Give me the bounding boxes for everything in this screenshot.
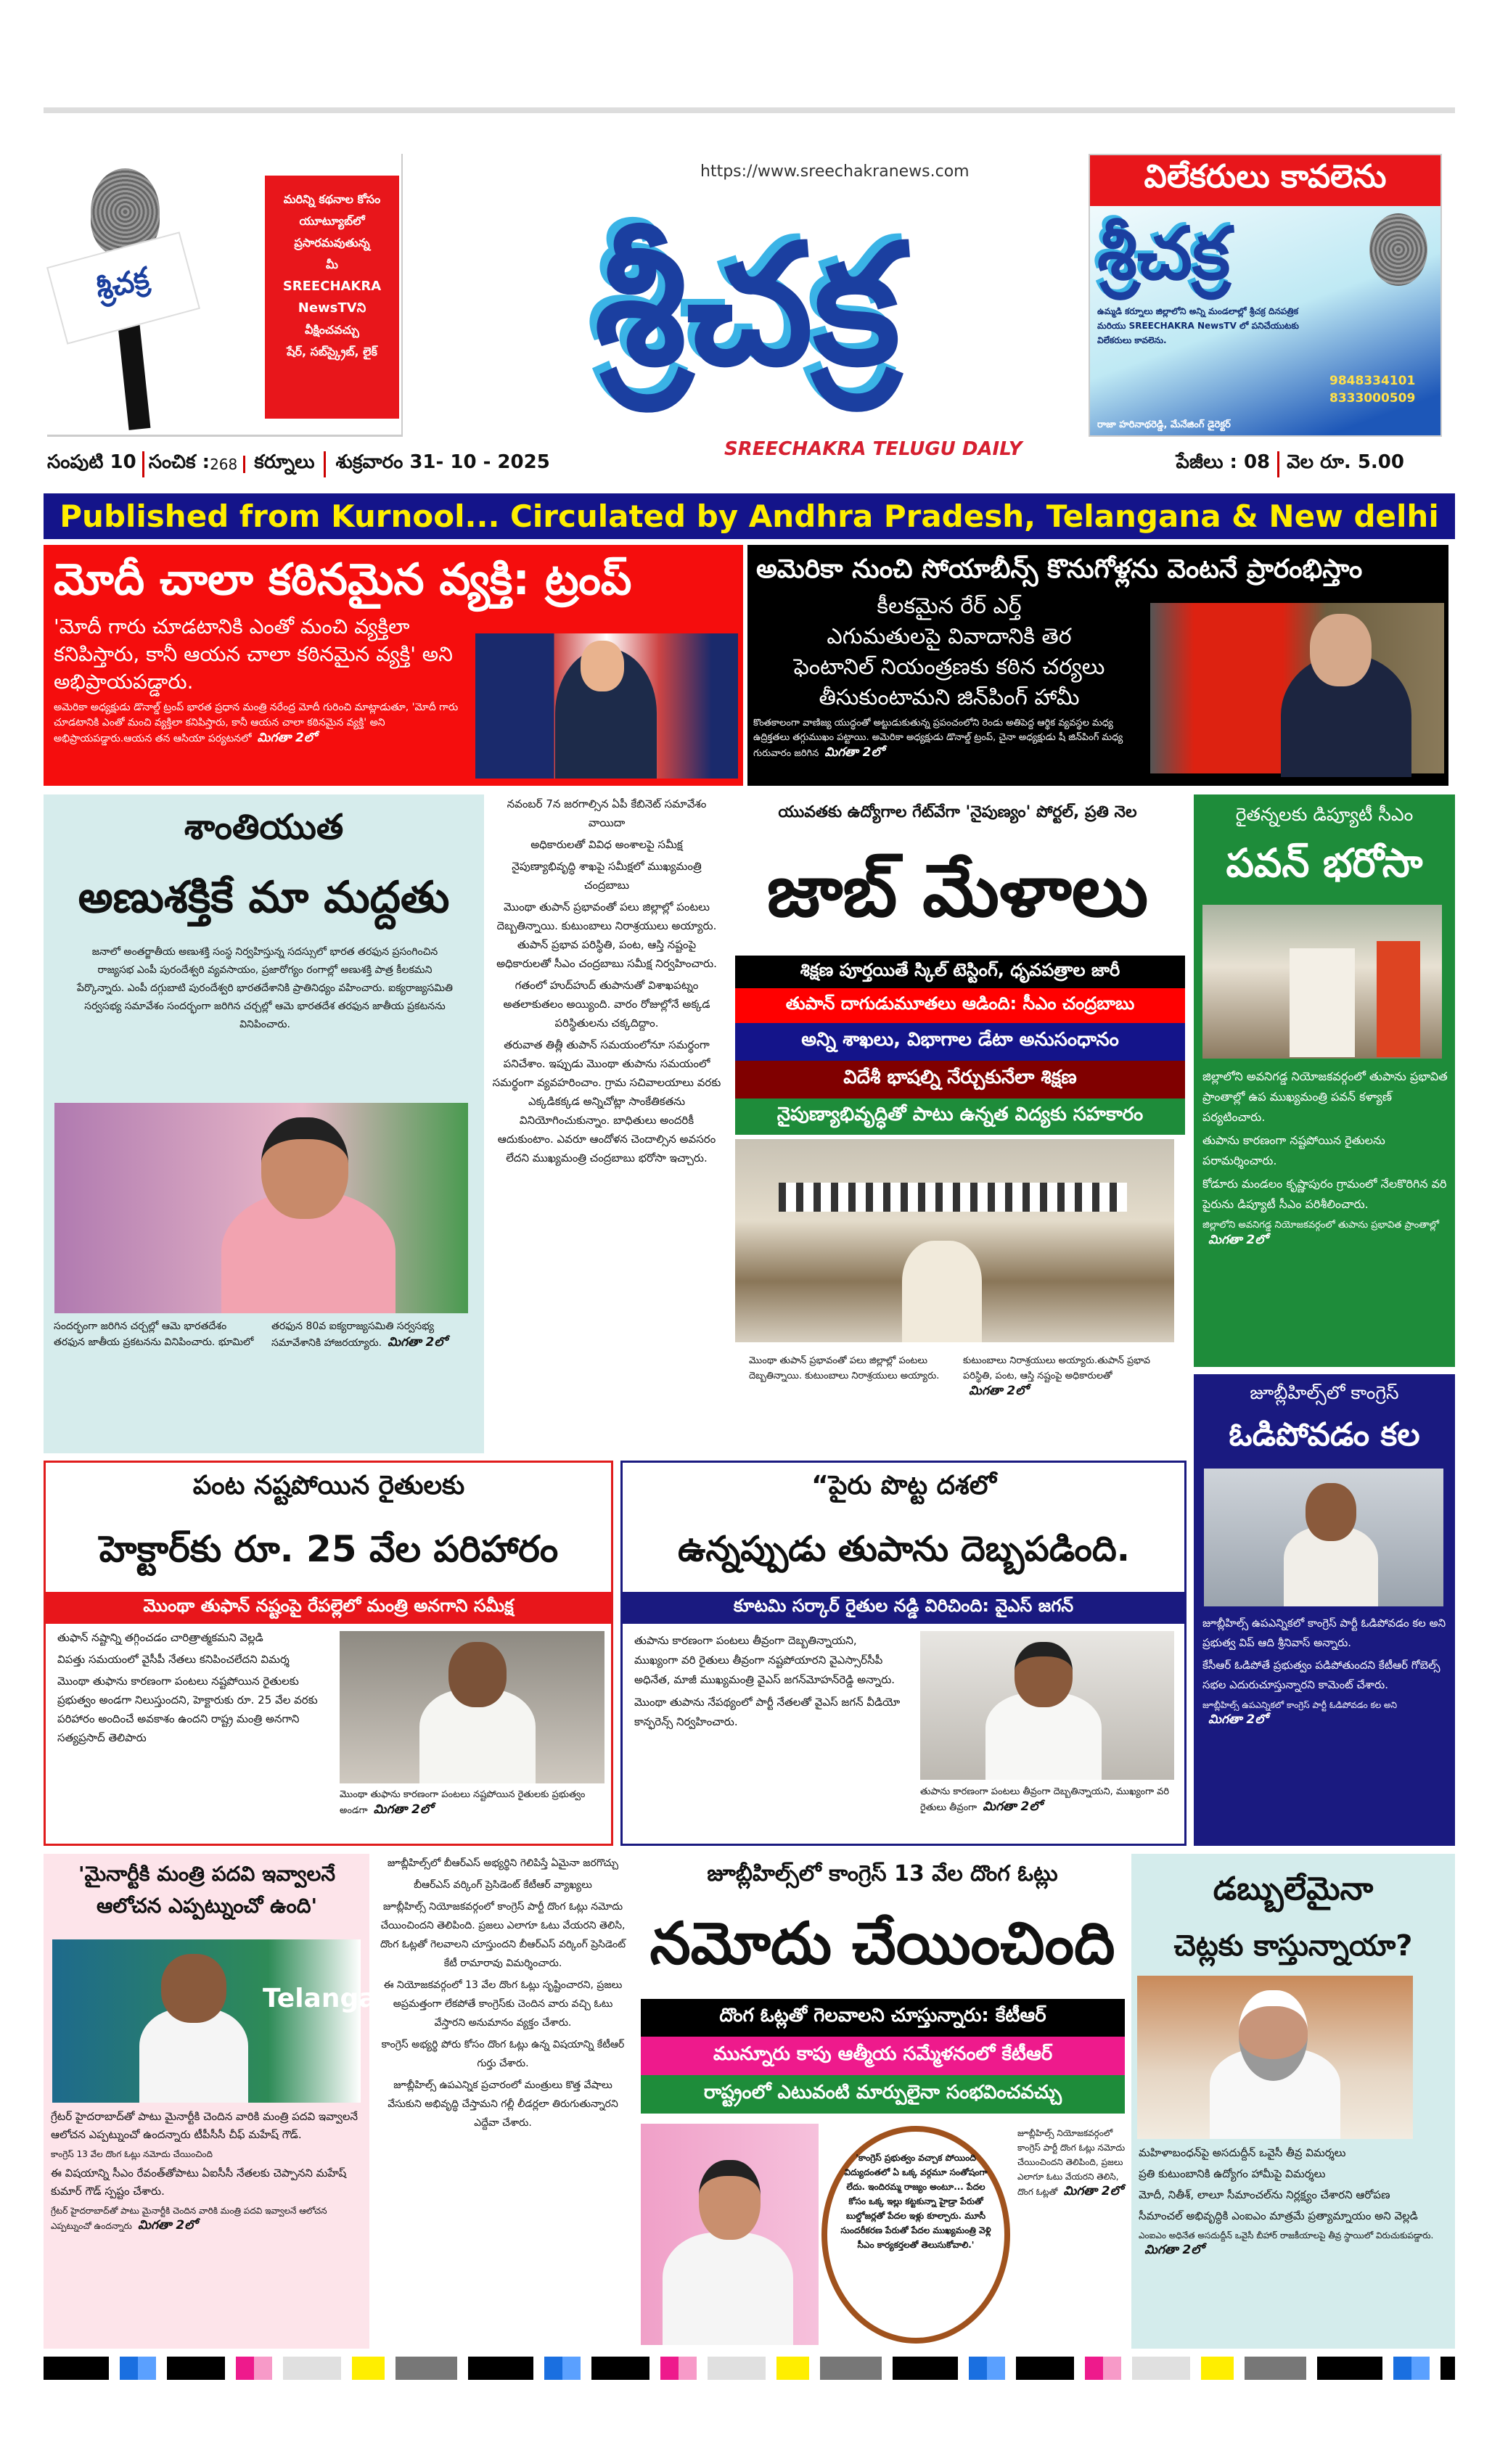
continued-label: మిగతా 2లో <box>1208 1712 1268 1727</box>
caption: తుపాను కారణంగా పంటలు తీవ్రంగా దెబ్బతిన్నాయని, ముఖ్యంగా వరి రైతులు తీవ్రంగా <box>920 1786 1170 1813</box>
body-text: విపత్తు సమయంలో వైసీపీ నేతలు కనిపించలేదని విమర్శ <box>57 1653 290 1666</box>
quote-circle: 'కాంగ్రెస్ ప్రభుత్వం వచ్చాక పోయింది విద్యుదంతలో ఏ ఒక్క వర్గమూ సంతోషంగా లేదు. ఇందిరమ్మ రాజ్యం అంటూ... పేదల కోసం ఒక్క ఇల్లు కట్టకున్నా హైడ్రా పేరుతో బుల్డోజర్లతో పేదల ఇళ్లు కూల్చారు. మూసీ సుందరీకరణ పేరుతో పేదల ముఖ్యమంత్రి వెళ్లి సీఎం కార్యకర్తలతో తెలుసుకోవాలి.' <box>821 2126 1010 2344</box>
left-ad <box>47 154 403 437</box>
jagan-story <box>620 1461 1187 1846</box>
top-rule <box>44 107 1455 113</box>
continued-label: మిగతా 2లో <box>1208 1233 1268 1247</box>
bullet: జూబ్లీహిల్స్ ఉపఎన్నికలో కాంగ్రెస్ పార్టీ ఓడిపోవడం కల అని ప్రభుత్వ విప్ ఆది శ్రీనివాస్ అన్నారు. <box>1202 1617 1446 1649</box>
headline: ఓడిపోవడం కల <box>1229 1416 1420 1453</box>
body-text: నవంబర్ 7న జరగాల్సిన ఏపీ కేబినెట్ సమావేశం వాయిదా <box>507 797 707 829</box>
body-text: తుఫాన్ నష్టాన్ని తగ్గించడం చారిత్రాత్మకమని వెల్లడి <box>57 1631 263 1644</box>
ad-line: మరిన్ని కథనాల కోసం <box>283 192 381 206</box>
body-text: జూబ్లీహిల్స్ నియోజకవర్గంలో కాంగ్రెస్ పార్టీ దొంగ ఓట్లు నమోదు చేయించిందని తెలిపింది. ప్రజలు ఎలాగూ ఓటు వేయరని తెలిసి, దొంగ ఓట్లతో గెలవాలని చూస్తుందని బీఆర్ఎస్ వర్కింగ్ ప్రెసిడెంట్ కేటీ రామారావు విమర్శించారు. <box>380 1901 626 1969</box>
page-count: పేజీలు : 08 <box>1176 451 1280 477</box>
kicker: జూబ్లీహిల్స్‌లో కాంగ్రెస్ <box>1250 1382 1399 1403</box>
strip: మున్నూరు కాపు ఆత్మీయ సమ్మేళనంలో కేటీఆర్ <box>641 2037 1125 2075</box>
mic-flag-label: శ్రీచక్ర <box>46 231 200 344</box>
headline: నమోదు చేయించింది <box>649 1910 1115 1977</box>
volume: సంపుటి 10 <box>47 451 144 477</box>
story-text <box>753 591 1145 761</box>
body-text: ఈ నియోజకవర్గంలో 13 వేల దొంగ ఓట్లు సృష్టించారని, ప్రజలు అప్రమత్తంగా లేకపోతే కాంగ్రెస్‌కు చెందిన వారు వచ్చి ఓటు వేస్తారని అనుమానం వ్యక్తం చేశారు. <box>383 1979 623 2029</box>
continued-label: మిగతా 2లో <box>1063 2184 1123 2198</box>
body-text: బీఆర్ఎస్ వర్కింగ్ ప్రెసిడెంట్ కేటీఆర్ వ్యాఖ్యలు <box>414 1879 592 1891</box>
fake-votes-story <box>636 1854 1128 2349</box>
headline: జాబ్ మేళాలు <box>766 848 1149 933</box>
story-caption <box>54 1318 475 1351</box>
cm-review-column <box>490 794 724 1447</box>
bullet: తుపాను కారణంగా నష్టపోయిన రైతులను పరామర్శించారు. <box>1202 1133 1385 1167</box>
bullet: కోడూరు మండలం కృష్ణాపురం గ్రామంలో నేలకొరిగిన వరి పైరును డిప్యూటీ సీఎం పరిశీలించారు. <box>1202 1177 1447 1211</box>
bullet: ఈ విషయాన్ని సీఎం రేవంత్‌తోపాటు ఏఐసీసీ నేతలకు చెప్పానని మహేష్ కుమార్ గౌడ్ స్పష్టం చేశారు. <box>51 2167 347 2198</box>
tagline: SREECHAKRA TELUGU DAILY <box>724 438 1022 460</box>
website-url[interactable]: https://www.sreechakranews.com <box>700 163 970 181</box>
minority-minister-story <box>44 1854 413 2349</box>
strip: నైపుణ్యాభివృద్ధితో పాటు ఉన్నత విద్యకు సహకారం <box>735 1098 1185 1135</box>
bullet: మహిళాబంధన్‌పై అసదుద్దీన్ ఒవైసీ తీవ్ర విమర్శలు <box>1139 2146 1346 2159</box>
caption-text: సందర్భంగా జరిగిన చర్చల్లో ఆమె భారతదేశం తరఫున జాతీయ ప్రకటనను వినిపించారు. భూమిలో తరఫున 80వ ఐక్యరాజ్యసమితి సర్వసభ్య సమావేశానికి హాజరయ్యారు. <box>54 1321 435 1349</box>
caption: మొంథా తుఫాను కారణంగా పంటలు నష్టపోయిన రైతులకు ప్రభుత్వం అండగా <box>340 1789 586 1816</box>
subheads <box>753 591 1145 713</box>
body-text: జూబ్లీహిల్స్‌లో బీఆర్ఎస్ అభ్యర్థిని గెలిపిస్తే ఏమైనా జరగొచ్చు <box>387 1857 619 1869</box>
strip: విదేశీ భాషల్ని నేర్చుకునేలా శిక్షణ <box>735 1061 1185 1098</box>
ad-line: ప్రసారమవుతున్న <box>294 236 370 250</box>
strip: దొంగ ఓట్లతో గెలవాలని చూస్తున్నారు: కేటీఆర్ <box>641 1999 1125 2037</box>
owaisi-photo <box>1137 1976 1413 2139</box>
soybeans-story <box>747 545 1448 786</box>
minister-photo <box>340 1631 604 1783</box>
subhead-strips <box>735 956 1185 1135</box>
microphone-icon <box>1369 213 1427 286</box>
bullet: గ్రేటర్ హైదరాబాద్‌తో పాటు మైనార్టీకి చెందిన వారికి మంత్రి పదవి ఇవ్వాలనే ఆలోచన ఎప్పట్నుంచో ఉందన్నారు టీపీసీసీ చీఫ్ మహేష్ గౌడ్. <box>51 2110 358 2141</box>
jagan-photo <box>920 1631 1174 1780</box>
headline: పవన్ భరోసా <box>1226 840 1423 886</box>
continued-label: మిగతా 2లో <box>824 745 884 760</box>
body-text: గతంలో హుద్‌హుద్ తుపానుతో విశాఖపట్నం అతలాకుతలం అయ్యింది. వారం రోజుల్లోనే అక్కడ పరిస్థితులను చక్కదిద్దాం. <box>503 979 710 1030</box>
body-text: మొంథా తుపాన్ ప్రభావంతో పలు జిల్లాల్లో పంటలు దెబ్బతిన్నాయి. కుటుంబాలు నిరాశ్రయులు అయ్యారు. తుపాన్ ప్రభావ పరిస్థితి, పంట, ఆస్తి నష్టంపై అధికారులతో సీఎం చంద్రబాబు సమీక్ష నిర్వహించారు. <box>496 900 717 970</box>
bullet: జూబ్లీహిల్స్ ఉపఎన్నికలో కాంగ్రెస్ పార్టీ ఓడిపోవడం కల అని <box>1202 1700 1398 1710</box>
photo-banner-text: Telangana <box>263 1984 413 2013</box>
adi-srinivas-photo <box>1204 1469 1443 1606</box>
bullet: సీమాంచల్ అభివృద్ధికి ఎంఐఎం మాత్రమే ప్రత్యామ్నాయం అని వెల్లడి <box>1139 2209 1418 2222</box>
strip: రాష్ట్రంలో ఎటువంటి మార్పులైనా సంభవించవచ్చు <box>641 2075 1125 2114</box>
tail-block <box>1202 1698 1449 1728</box>
side-block <box>1017 2126 1126 2199</box>
strip: శిక్షణ పూర్తయితే స్కిల్ టెస్టింగ్, ధృవపత్రాల జారీ <box>735 956 1185 988</box>
continued-label: మిగతా 2లో <box>983 1799 1042 1814</box>
ad-line: యూట్యూబ్‌లో <box>299 214 365 228</box>
bullet: ప్రతి కుటుంబానికి ఉద్యోగం హామీపై విమర్శలు <box>1139 2167 1326 2180</box>
strip: కూటమి సర్కార్ రైతుల నడ్డి విరిచింది: వైఎస్ జగన్ <box>623 1592 1184 1624</box>
continued-label: మిగతా 2లో <box>257 731 317 745</box>
bullet: జిల్లాలోని అవనిగడ్డ నియోజకవర్గంలో తుపాను ప్రభావిత ప్రాంతాల్లో ఉప ముఖ్యమంత్రి పవన్ కళ్యాణ్ పర్యటించారు. <box>1202 1069 1448 1124</box>
headline: మోదీ చాలా కఠినమైన వ్యక్తి: ట్రంప్ <box>54 554 632 605</box>
caption-block <box>340 1788 604 1818</box>
body-text: మొంథా తుఫాను కారణంగా పంటలు నష్టపోయిన రైతులకు ప్రభుత్వం అండగా నిలుస్తుందని, హెక్టారుకు రూ. 25 వేల వరకు పరిహారం అందించే అవకాశం ఉందని రాష్ట్ర మంత్రి అనగాని సత్యప్రసాద్ తెలిపారు <box>57 1675 318 1744</box>
trump-story <box>44 545 743 786</box>
kicker: పంట నష్టపోయిన రైతులకు <box>192 1471 465 1500</box>
headline: అమెరికా నుంచి సోయాబీన్స్ కొనుగోళ్లను వెంటనే ప్రారంభిస్తాం <box>756 554 1363 584</box>
bottom-color-bar <box>44 2357 1455 2380</box>
newspaper-logo: శ్రీచక్ర <box>594 209 901 403</box>
owaisi-story <box>1131 1854 1455 2349</box>
body-text: కొంతకాలంగా వాణిజ్య యుద్ధంతో అట్టుడుకుతున్న ప్రపంచంలోని రెండు అతిపెద్ద ఆర్థిక వ్యవస్థల మధ్య ఉద్రిక్తతలు తగ్గుముఖం పట్టాయి. అమెరికా అధ్యక్షుడు డొనాల్డ్ ట్రంప్, చైనా అధ్యక్షుడు షీ జిన్‌పింగ్ మధ్య గురువారం జరిగిన <box>753 718 1123 759</box>
body-text: జూబ్లీహిల్స్ ఉపఎన్నిక ప్రచారంలో మంత్రులు కొత్త వేషాలు వేసుకుని అభివృద్ధి చేస్తామని గల్లీ లీడర్లలా తిరుగుతున్నారని ఎద్దేవా చేశారు. <box>388 2079 618 2129</box>
headline: 'మైనార్టీకి మంత్రి పదవి ఇవ్వాలనే ఆలోచన ఎప్పట్నుంచో ఉంది' <box>78 1862 336 1918</box>
story-text <box>54 613 467 747</box>
ktr-photo <box>641 2124 819 2345</box>
tail-block <box>1202 1217 1449 1249</box>
story-body <box>57 1628 333 1750</box>
continued-label: మిగతా 2లో <box>969 1384 1028 1398</box>
story-body <box>54 700 467 747</box>
headline: హెక్టార్‌కు రూ. 25 వేల పరిహారం <box>99 1528 559 1570</box>
job-mela-story <box>731 794 1184 1447</box>
youtube-ad-box <box>265 176 399 419</box>
subhead: కీలకమైన రేర్ ఎర్త్ <box>877 594 1022 619</box>
caption-block <box>920 1785 1178 1815</box>
ad-line: వీక్షించవచ్చు <box>305 323 359 337</box>
ad-title: విలేకరులు కావలెను <box>1090 155 1440 206</box>
side-text: జూబ్లీహిల్స్ నియోజకవర్గంలో కాంగ్రెస్ పార్టీ దొంగ ఓట్లు నమోదు చేయించిందని తెలిపింది, ప్రజలు ఎలాగూ ఓటు వేయరని తెలిసి, దొంగ ఓట్లతో <box>1017 2128 1126 2197</box>
compensation-story <box>44 1461 613 1846</box>
bullet: కేసీఆర్ ఓడిపోతే ప్రభుత్వం పడిపోతుందని కేటీఆర్ గోబెల్స్ సభల ఎదురుచూస్తున్నారని కామెంట్ చేశారు. <box>1202 1659 1440 1691</box>
purandeswari-story <box>44 794 484 1453</box>
ad-line: SREECHAKRA <box>282 279 382 294</box>
story-body <box>634 1631 903 1735</box>
date: శుక్రవారం 31- 10 - 2025 <box>335 451 550 473</box>
kicker: శాంతియుత <box>184 807 344 847</box>
story-body <box>753 716 1145 761</box>
trump-photo <box>475 633 738 779</box>
caption-block <box>963 1353 1173 1400</box>
story-bullets <box>1202 1614 1449 1730</box>
story-bullets <box>1202 1067 1449 1252</box>
continued-label: మిగతా 2లో <box>137 2218 197 2233</box>
ad-line: షేర్, సబ్‌స్క్రైబ్, లైక్ <box>287 345 377 358</box>
reporters-wanted-ad <box>1089 154 1442 437</box>
tail-block <box>51 2204 363 2233</box>
body-text: తరువాత తిత్లీ తుపాన్ సమయంలోనూ సమర్థంగా పనిచేశాం. ఇప్పుడు మొంథా తుపాను సమయంలో సమర్థంగా వ్యవహరించాం. గ్రామ సచివాలయాలు వరకు ఎక్కడికక్కడ అన్నిచోట్లా సాంకేతికతను వినియోగించుకున్నాం. బాధితులు అందరికీ ఆదుకుంటాం. ఎవరూ ఆందోళన చెందాల్సిన అవసరం లేదని ముఖ్యమంత్రి చంద్రబాబు భరోసా ఇచ్చారు. <box>492 1038 721 1165</box>
headline: అణుశక్తికే మా మద్దతు <box>78 872 450 923</box>
jubilee-congress-story <box>1194 1374 1455 1846</box>
purandeswari-photo <box>54 1103 468 1313</box>
ktr-column <box>377 1854 628 2349</box>
story-body: జనాలో అంతర్జాతీయ అణుశక్తి సంస్థ నిర్వహిస్తున్న సదస్సులో భారత తరఫున ప్రసంగించిన రాజ్యసభ ఎంపీ పురందేశ్వరి వ్యవసాయం, ప్రజారోగ్యం రంగాల్లో అణుశక్తి పాత్ర కీలకమని పేర్కొన్నారు. ఎంపీ దగ్గుబాటి పురందేశ్వరి భారతదేశానికి ప్రాతినిధ్యం వహించారు. ఐక్యరాజ్యసమితి సర్వసభ్య సమావేశం సందర్భంగా జరిగిన చర్చల్లో ఆమె భారతదేశ తరఫున జాతీయ ప్రకటనను వినిపించారు. <box>77 946 453 1030</box>
pawan-story <box>1194 794 1455 1367</box>
subhead: ఫెంటానిల్ నియంత్రణకు కఠిన చర్యలు <box>793 654 1105 680</box>
body-text: కాంగ్రెస్ అభ్యర్థి పోరు కోసం దొంగ ఓట్లు ఉన్న విషయాన్ని కేటీఆర్ గుర్తు చేశారు. <box>381 2039 625 2069</box>
body-text: మొంథా తుపాను నేపథ్యంలో పార్టీ నేతలతో వైఎస్ జగన్ వీడియో కాన్ఫరెన్స్ నిర్వహించారు. <box>634 1696 901 1728</box>
meeting-photo <box>735 1139 1174 1342</box>
caption: కుటుంబాలు నిరాశ్రయులు అయ్యారు.తుపాన్ ప్రభావ పరిస్థితి, పంట, ఆస్తి నష్టంపై అధికారులతో <box>963 1355 1150 1381</box>
ad-body: ఉమ్మడి కర్నూలు జిల్లాలోని అన్ని మండలాల్లో శ్రీచక్ర దినపత్రిక మరియు SREECHAKRA NewsTV లో పనిచేయుటకు విలేకరులు కావలెను. <box>1097 306 1299 345</box>
headline: చెట్లకు కాస్తున్నాయా? <box>1173 1929 1413 1963</box>
kicker: డబ్బులేమైనా <box>1213 1870 1374 1907</box>
ad-line: NewsTVని <box>298 300 366 316</box>
subhead: తీసుకుంటామని జిన్‌పింగ్ హామీ <box>819 685 1080 710</box>
city: కర్నూలు <box>245 451 325 477</box>
body-text: నైపుణ్యాభివృద్ధి శాఖపై సమీక్షలో ముఖ్యమంత్రి చంద్రబాబు <box>512 860 702 892</box>
continued-label: మిగతా 2లో <box>1144 2243 1204 2257</box>
subhead: ఎగుమతులపై వివాదానికి తెర <box>827 624 1072 649</box>
circulation-banner: Published from Kurnool... Circulated by Andhra Pradesh, Telangana & New delhi <box>44 493 1455 539</box>
kicker: రైతన్నలకు డిప్యూటీ సీఎం <box>1235 804 1414 825</box>
tail-block <box>1139 2228 1451 2258</box>
ad-contact: రాజా హరినాథరెడ్డి, మేనేజింగ్ డైరెక్టర్ <box>1097 419 1231 430</box>
quote: 'మోదీ గారు చూడటానికి ఎంతో మంచి వ్యక్తిలా కనిపిస్తారు, కానీ ఆయన చాలా కఠినమైన వ్యక్తి' అని అభిప్రాయపడ్డారు. <box>54 615 453 694</box>
masthead <box>44 154 1455 460</box>
strip: మొంథా తుఫాన్ నష్టంపై రేపల్లెలో మంత్రి అనగాని సమీక్ష <box>46 1592 611 1624</box>
bullet: కాంగ్రెస్ 13 వేల దొంగ ఓట్లు నమోదు చేయించింది <box>51 2149 213 2159</box>
ad-phone: 8333000509 <box>1329 391 1416 406</box>
issue-label: సంచిక : <box>148 451 210 473</box>
bullet: మోదీ, నితీశ్, లాలూ సీమాంచల్‌ను నిర్లక్ష్యం చేశారని ఆరోపణ <box>1139 2188 1390 2201</box>
body-text: అమెరికా అధ్యక్షుడు డొనాల్డ్ ట్రంప్ భారత ప్రధాన మంత్రి నరేంద్ర మోదీ గురించి మాట్లాడుతూ, 'మోదీ గారు చూడటానికి ఎంతో మంచి వ్యక్తిలా కనిపిస్తారు, కానీ ఆయన చాలా కఠినమైన వ్యక్తి' అని అభిప్రాయపడ్డారు.ఆయన తన ఆసియా పర్యటనలో <box>54 702 459 744</box>
bullet: జిల్లాలోని అవనిగడ్డ నియోజకవర్గంలో తుపాను ప్రభావిత ప్రాంతాల్లో <box>1202 1220 1439 1231</box>
story-bullets <box>51 2108 363 2236</box>
kicker: జూబ్లీహిల్స్‌లో కాంగ్రెస్ 13 వేల దొంగ ఓట్లు <box>707 1861 1058 1886</box>
ad-phone: 9848334101 <box>1329 374 1416 388</box>
body-text: తుపాను కారణంగా పంటలు తీవ్రంగా దెబ్బతిన్నాయని, ముఖ్యంగా వరి రైతులు తీవ్రంగా నష్టపోయారని వైఎస్సార్‌సీపీ అధినేత, మాజీ ముఖ్యమంత్రి వైఎస్ జగన్‌మోహన్‌రెడ్డి అన్నారు. <box>634 1634 896 1686</box>
bullet: గ్రేటర్ హైదరాబాద్‌తో పాటు మైనార్టీకి చెందిన వారికి మంత్రి పదవి ఇవ్వాలనే ఆలోచన ఎప్పట్నుంచో ఉందన్నారు <box>51 2206 327 2231</box>
mahesh-goud-photo <box>52 1939 413 2103</box>
ad-line: మీ <box>326 258 338 271</box>
caption: మొంథా తుపాన్ ప్రభావంతో పలు జిల్లాల్లో పంటలు దెబ్బతిన్నాయి. కుటుంబాలు నిరాశ్రయులు అయ్యారు. <box>749 1355 940 1381</box>
story-bullets <box>1139 2144 1451 2261</box>
continued-label: మిగతా 2లో <box>373 1802 433 1817</box>
xi-jinping-photo <box>1150 603 1444 773</box>
strip: అన్ని శాఖలు, విభాగాల డేటా అనుసంధానం <box>735 1023 1185 1061</box>
pawan-photo <box>1202 905 1442 1059</box>
kicker: యువతకు ఉద్యోగాల గేట్‌వేగా 'నైపుణ్యం' పోర్టల్, ప్రతి నెల <box>778 803 1137 821</box>
strip: తుపాన్ దాగుడుమూతలు ఆడింది: సీఎం చంద్రబాబు <box>735 988 1185 1023</box>
kicker: “పైరు పొట్ట దశలో <box>811 1471 996 1500</box>
headline: ఉన్నప్పుడు తుపాను దెబ్బపడింది. <box>678 1529 1130 1569</box>
bullet: ఎంఐఎం అధినేత అసదుద్దీన్ ఒవైసీ బీహార్ రాజకీయాలపై తీవ్ర స్థాయిలో విరుచుకుపడ్డారు. <box>1139 2230 1434 2241</box>
ad-logo: శ్రీచక్ర <box>1097 211 1231 296</box>
body-text: అధికారులతో వివిధ అంశాలపై సమీక్ష <box>530 838 683 851</box>
dateline <box>47 448 1455 480</box>
continued-label: మిగతా 2లో <box>388 1335 447 1350</box>
price: వెల రూ. 5.00 <box>1287 451 1404 473</box>
subhead-strips <box>641 1999 1125 2114</box>
issue-number: 268 <box>210 456 245 473</box>
